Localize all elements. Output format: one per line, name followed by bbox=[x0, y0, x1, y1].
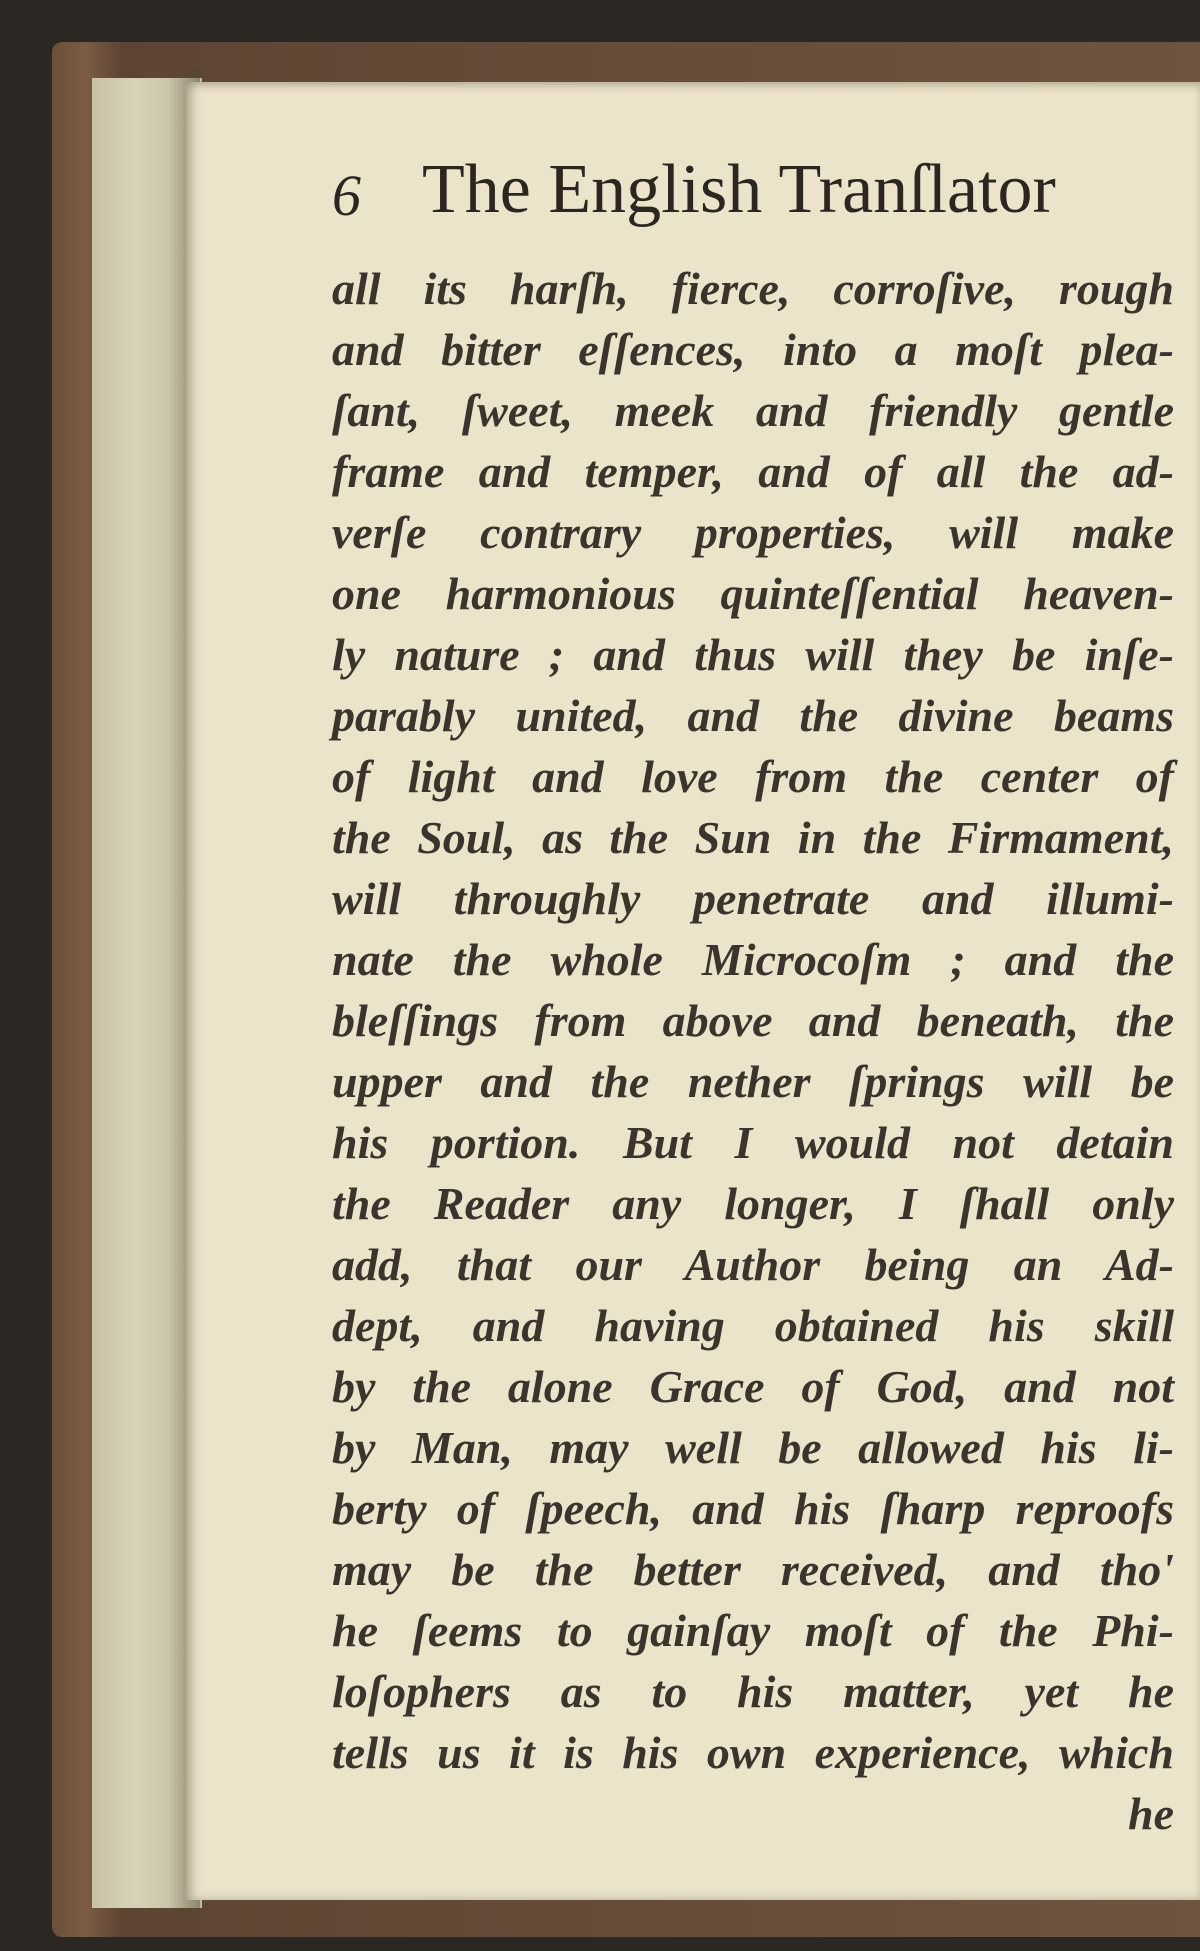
text-line: he ſeems to gainſay moſt of the Phi- bbox=[332, 1605, 1174, 1656]
text-line: bleſſings from above and beneath, the bbox=[332, 995, 1174, 1046]
page-number: 6 bbox=[332, 163, 361, 228]
text-line: and bitter eſſences, into a moſt plea- bbox=[332, 324, 1174, 375]
text-line: nate the whole Microcoſm ; and the bbox=[332, 934, 1174, 985]
text-line: frame and temper, and of all the ad- bbox=[332, 446, 1174, 497]
catchword: he bbox=[1128, 1788, 1174, 1839]
text-line: tells us it is his own experience, which bbox=[332, 1727, 1174, 1778]
text-line: by Man, may well be allowed his li- bbox=[332, 1422, 1174, 1473]
text-line: parably united, and the divine beams bbox=[332, 690, 1174, 741]
text-line: ſant, ſweet, meek and friendly gentle bbox=[332, 385, 1174, 436]
text-line: will throughly penetrate and illumi- bbox=[332, 873, 1174, 924]
text-line: by the alone Grace of God, and not bbox=[332, 1361, 1174, 1412]
text-line: loſophers as to his matter, yet he bbox=[332, 1666, 1174, 1717]
text-line: upper and the nether ſprings will be bbox=[332, 1056, 1174, 1107]
text-line: ly nature ; and thus will they be inſe- bbox=[332, 629, 1174, 680]
text-line: berty of ſpeech, and his ſharp reproofs bbox=[332, 1483, 1174, 1534]
text-line: one harmonious quinteſſential heaven- bbox=[332, 568, 1174, 619]
text-line: verſe contrary properties, will make bbox=[332, 507, 1174, 558]
text-line: all its harſh, fierce, corroſive, rough bbox=[332, 263, 1174, 314]
text-line: of light and love from the center of bbox=[332, 751, 1174, 802]
text-line: may be the better received, and tho' bbox=[332, 1544, 1174, 1595]
body-text bbox=[332, 258, 1174, 1844]
text-line: dept, and having obtained his skill bbox=[332, 1300, 1174, 1351]
page-header bbox=[332, 150, 1092, 240]
text-line: add, that our Author being an Ad- bbox=[332, 1239, 1174, 1290]
text-line: his portion. But I would not detain bbox=[332, 1117, 1174, 1168]
text-line: the Soul, as the Sun in the Firmament, bbox=[332, 812, 1174, 863]
running-title: The English Tranſlator bbox=[422, 151, 1056, 228]
text-line: the Reader any longer, I ſhall only bbox=[332, 1178, 1174, 1229]
